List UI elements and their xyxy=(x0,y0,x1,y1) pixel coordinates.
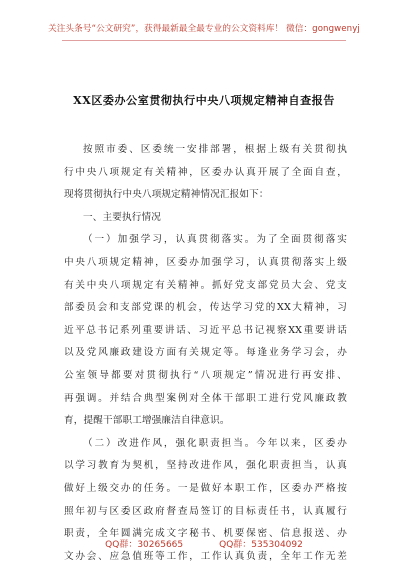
body-line: 以及党风廉政建设方面有关规定等。每逢业务学习会，办 xyxy=(64,347,347,359)
footer xyxy=(0,537,408,550)
body-line: 文办会、应急值班等工作，工作认真负责，全年工作无差 xyxy=(64,550,347,562)
document-body xyxy=(64,139,347,568)
body-line: 行中央八项规定有关精神，区委办认真开展了全面自查， xyxy=(64,166,347,178)
body-line: 职责，全年圆满完成文字秘书、机要保密、信息报送、办 xyxy=(64,528,347,540)
document-title: XX区委办公室贯彻执行中央八项规定精神自查报告 xyxy=(73,94,335,107)
body-line: （二）改进作风，强化职责担当。今年以来，区委办 xyxy=(83,437,347,449)
body-line: 有关中央八项规定有关精神。抓好党支部党员大会、党支 xyxy=(64,279,347,291)
body-line: 部委员会和支部党课的机会，传达学习党的XX大精神，习 xyxy=(64,302,347,314)
body-line: 以学习教育为契机，坚持改进作风，强化职责担当，认真 xyxy=(64,460,347,472)
body-line: 照年初与区委区政府督查局签订的目标责任书，认真履行 xyxy=(64,505,347,517)
body-line: 中央八项规定精神，区委办加强学习，认真贯彻落实上级 xyxy=(64,256,347,268)
body-line: 育，提醒干部职工增强廉洁自律意识。 xyxy=(64,415,230,427)
footer-qq-left: QQ群：30265665 xyxy=(105,540,184,550)
body-line: （一）加强学习，认真贯彻落实。为了全面贯彻落实 xyxy=(83,234,347,246)
body-line: 做好上级交办的任务。一是做好本职工作，区委办严格按 xyxy=(64,482,347,494)
footer-qq-right: QQ群：535304092 xyxy=(219,540,303,550)
body-line: 按照市委、区委统一安排部署，根据上级有关贯彻执 xyxy=(83,144,347,155)
body-line: 现将贯彻执行中央八项规定精神情况汇报如下： xyxy=(64,189,269,201)
body-line: 近平总书记系列重要讲话、习近平总书记视察XX重要讲话 xyxy=(64,324,347,336)
body-line: 再强调。并结合典型案例对全体干部职工进行党风廉政教 xyxy=(64,392,347,404)
header-divider xyxy=(62,40,346,41)
body-line: 一、主要执行情况 xyxy=(83,211,161,223)
body-line: 公室领导都要对贯彻执行“八项规定”情况进行再安排、 xyxy=(64,369,347,381)
header-banner: 关注头条号“公文研究”，获得最新最全最专业的公文资料库！ 微信：gongwenyj xyxy=(48,24,360,34)
